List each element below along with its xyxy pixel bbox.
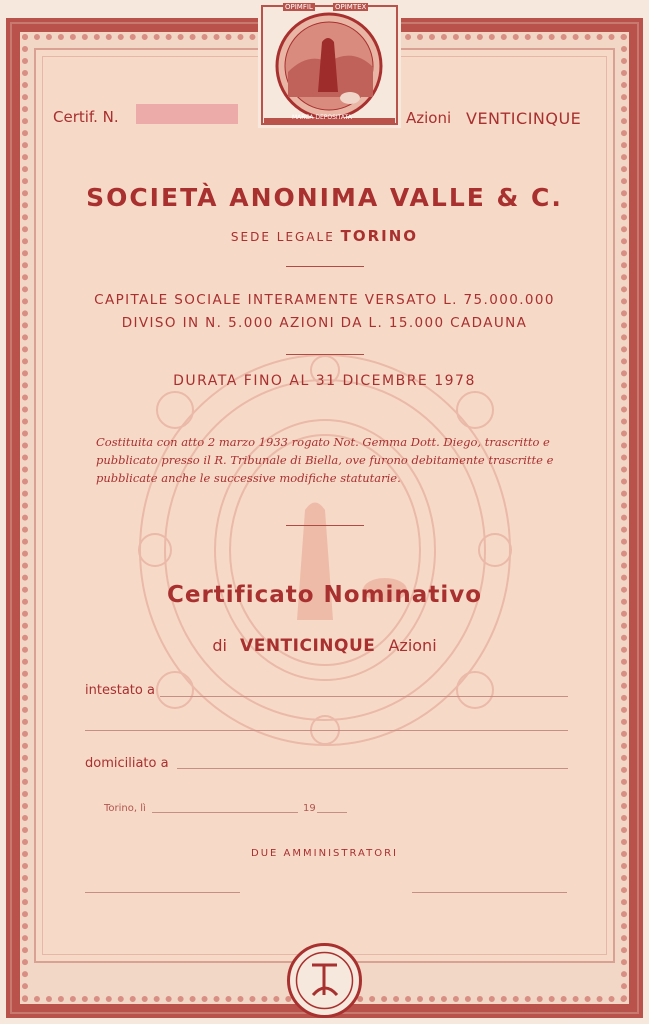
domicile-field[interactable] — [177, 768, 568, 769]
capital-line-1: CAPITALE SOCIALE INTERAMENTE VERSATO L. 75.000.000 — [94, 292, 555, 308]
holder-field-line-2[interactable] — [85, 730, 568, 731]
holder-label: intestato a — [85, 683, 155, 698]
sede-city: TORINO — [340, 227, 419, 245]
duration: DURATA FINO AL 31 DICEMBRE 1978 — [173, 373, 476, 389]
domicile-label: domiciliato a — [85, 756, 169, 771]
divider — [286, 525, 364, 526]
year-prefix: 19 — [303, 803, 316, 814]
divider — [286, 266, 364, 267]
azioni-label: Azioni — [388, 636, 437, 655]
bottom-seal — [287, 943, 362, 1018]
di-label: di — [212, 636, 227, 655]
directors-label: DUE AMMINISTRATORI — [251, 848, 398, 859]
top-medallion — [258, 2, 401, 128]
registered-office — [0, 227, 649, 245]
certificate-title: Certificato Nominativo — [166, 582, 482, 608]
certificate-number-label: Certif. N. — [53, 108, 119, 126]
medallion-label-bottom: MARCA DEPOSITATA — [292, 114, 352, 121]
shares-line — [0, 636, 649, 656]
shares-count: VENTICINQUE — [240, 636, 376, 656]
constitution-text: Costituita con atto 2 marzo 1933 rogato Not. Gemma Dott. Diego, trascritto e pubblicato presso il R. Tribunale di Biella, ove furono debitamente trascritte e pubblicate anche le successive modifiche statutarie. — [96, 435, 554, 485]
signature-line-right[interactable] — [412, 892, 567, 893]
holder-field[interactable] — [160, 696, 568, 697]
certificate-number-field[interactable] — [136, 104, 238, 124]
printer-mark: OFF. CARTE VALORI ALMASIO - MILANO — [513, 1008, 627, 1014]
year-field[interactable] — [317, 812, 347, 813]
company-name: SOCIETÀ ANONIMA VALLE & C. — [86, 183, 563, 212]
shares-count-header: VENTICINQUE — [466, 109, 582, 128]
shares-label: Azioni — [406, 109, 452, 127]
medallion-label-left: OPIMFIL — [285, 3, 313, 11]
watermark-emblem — [135, 350, 515, 750]
capital-line-2: DIVISO IN N. 5.000 AZIONI DA L. 15.000 CADAUNA — [121, 315, 528, 331]
place-date-label: Torino, lì — [104, 803, 146, 814]
sede-label: SEDE LEGALE — [230, 230, 335, 244]
divider — [286, 354, 364, 355]
medallion-label-right: OPIMTEX — [335, 3, 367, 11]
date-field[interactable] — [152, 812, 298, 813]
signature-line-left[interactable] — [85, 892, 240, 893]
